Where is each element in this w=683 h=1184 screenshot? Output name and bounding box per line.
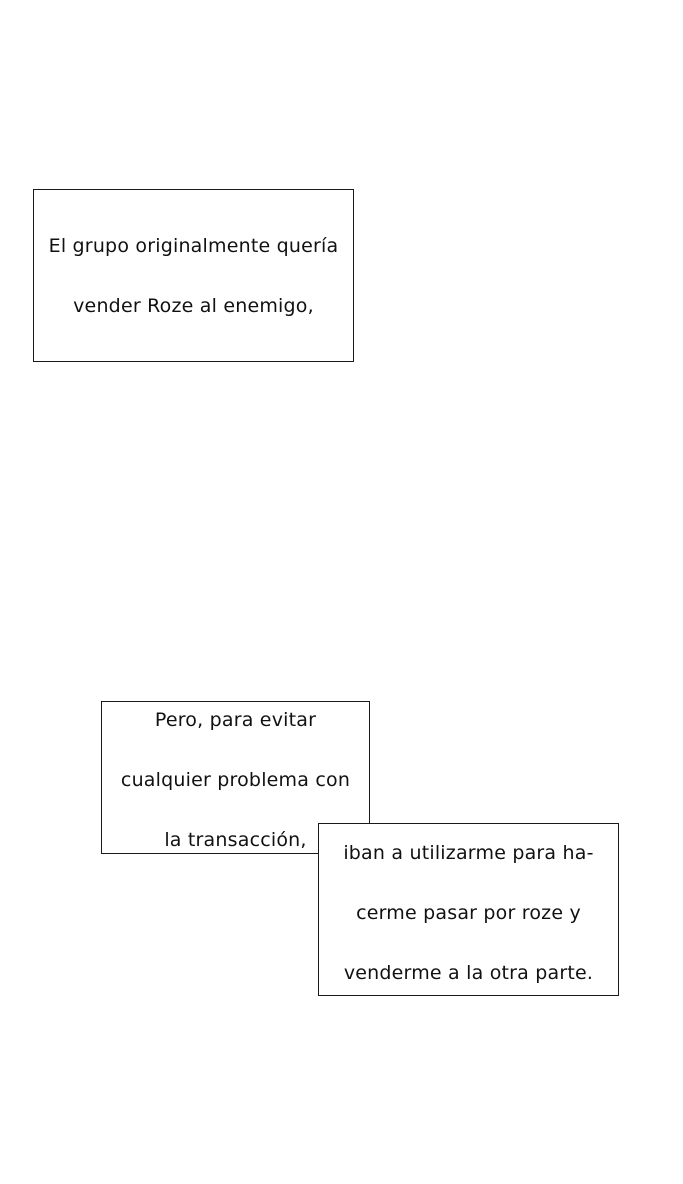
caption-text-3: [343, 802, 593, 1018]
caption-3-line-2: cerme pasar por roze y: [356, 901, 581, 924]
caption-text-2: [121, 671, 350, 885]
caption-2-line-2: cualquier problema con: [120, 768, 351, 791]
caption-1-line-1: El grupo originalmente quería: [48, 234, 339, 257]
caption-3-line-1: iban a utilizarme para ha-: [343, 841, 594, 864]
caption-3-line-3: venderme a la otra parte.: [343, 961, 594, 984]
caption-2-line-1: Pero, para evitar: [154, 708, 317, 731]
caption-1-line-2: vender Roze al enemigo,: [73, 294, 314, 317]
caption-2-line-3: la transacción,: [164, 828, 307, 851]
caption-box-1: [33, 189, 354, 362]
caption-box-3: [318, 823, 619, 996]
caption-text-1: [49, 201, 339, 351]
